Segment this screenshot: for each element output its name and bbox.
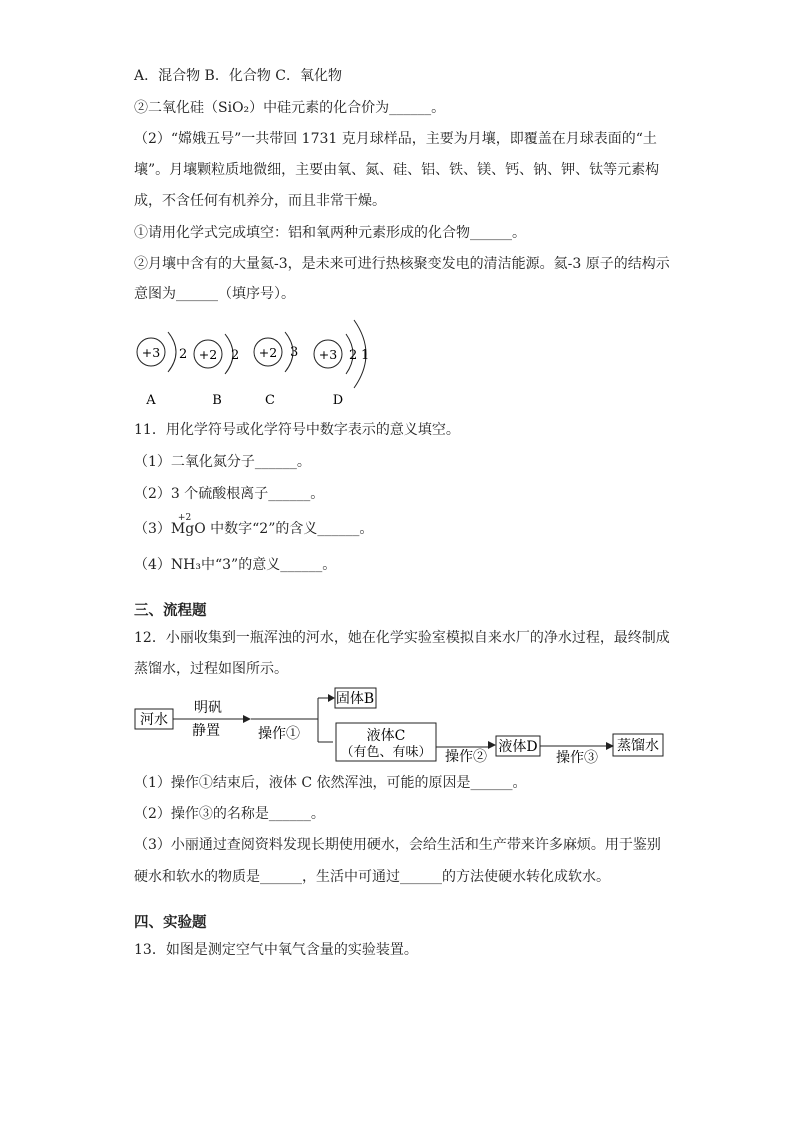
- water-purification-flowchart: [130, 686, 670, 772]
- question-line: ②二氧化硅（SiO₂）中硅元素的化合价为______。: [134, 100, 446, 116]
- nucleus-charge: +2: [198, 347, 218, 362]
- section-heading-flow: 三、流程题: [134, 602, 207, 619]
- liquid-c-box: 液体C: [366, 728, 406, 744]
- question-line: 成，不含任何有机养分，而且非常干燥。: [134, 193, 386, 209]
- question-line: 意图为______（填序号）。: [134, 286, 295, 302]
- question-line: （1）操作①结束后，液体 C 依然浑浊，可能的原因是______。: [134, 775, 527, 791]
- question-12-stem: 蒸馏水，过程如图所示。: [134, 661, 288, 677]
- atom-diagram-a: [137, 332, 187, 408]
- shell-electrons: 2: [231, 348, 240, 363]
- shell-electrons: 1: [361, 348, 370, 363]
- river-water-box: 河水: [140, 712, 168, 728]
- question-13-stem: 13．如图是测定空气中氧气含量的实验装置。: [134, 942, 418, 958]
- atom-structure-diagrams: [128, 314, 388, 410]
- shell-electrons: 2: [179, 347, 188, 362]
- mgo-formula-with-valence: [170, 513, 206, 539]
- valence-superscript: +2: [177, 513, 192, 523]
- question-line: （3）小丽通过查阅资料发现长期使用硬水，会给生活和生产带来许多麻烦。用于鉴别: [134, 837, 661, 853]
- shell-electrons: 2: [349, 348, 358, 363]
- operation-3-label: 操作③: [556, 750, 598, 766]
- question-line: 硬水和软水的物质是______，生活中可通过______的方法使硬水转化成软水。: [134, 869, 610, 885]
- nucleus-charge: +2: [258, 345, 278, 360]
- question-line: （4）NH₃中“3”的意义______。: [134, 557, 337, 573]
- liquid-d-box: 液体D: [498, 739, 538, 755]
- liquid-c-note: （有色、有味）: [340, 745, 432, 760]
- question-line: （2）操作③的名称是______。: [134, 806, 325, 822]
- question-line: [134, 513, 374, 539]
- settle-label: 静置: [192, 723, 220, 739]
- operation-2-label: 操作②: [445, 749, 487, 765]
- question-line: （2）“嫦娥五号”一共带回 1731 克月球样品，主要为月壤，即覆盖在月球表面的“土: [134, 131, 657, 147]
- question-12-stem: 12．小丽收集到一瓶浑浊的河水，她在化学实验室模拟自来水厂的净水过程，最终制成: [134, 630, 670, 646]
- shell-electrons: 3: [290, 345, 299, 360]
- question-11-stem: 11．用化学符号或化学符号中数字表示的意义填空。: [134, 422, 460, 438]
- option-label: B: [212, 393, 222, 408]
- distilled-water-box: 蒸馏水: [617, 738, 659, 754]
- formula: MgO: [170, 521, 206, 537]
- operation-1-label: 操作①: [258, 726, 300, 742]
- question-text: 中数字“2”的含义______。: [205, 521, 374, 537]
- option-label: D: [332, 393, 344, 408]
- option-label: C: [265, 393, 275, 408]
- nucleus-charge: +3: [318, 347, 338, 362]
- question-line: （1）二氧化氮分子______。: [134, 454, 311, 470]
- alum-label: 明矾: [194, 700, 222, 716]
- question-line: 壤”。月壤颗粒质地微细，主要由氧、氮、硅、铝、铁、镁、钙、钠、钾、钛等元素构: [134, 162, 660, 178]
- option-label: A: [146, 393, 156, 408]
- question-line: ②月壤中含有的大量氦-3，是未来可进行热核聚变发电的清洁能源。氦-3 原子的结构示: [134, 256, 670, 272]
- atom-diagram-d: [314, 320, 369, 408]
- question-line: （2）3 个硫酸根离子______。: [134, 486, 325, 502]
- atom-diagram-b: [194, 334, 239, 408]
- nucleus-charge: +3: [141, 345, 161, 360]
- section-heading-experiment: 四、实验题: [134, 914, 207, 931]
- solid-b-box: 固体B: [335, 691, 375, 707]
- atom-diagram-c: [254, 332, 298, 408]
- item-number: （3）: [134, 521, 171, 537]
- question-line: ①请用化学式完成填空：铝和氧两种元素形成的化合物______。: [134, 225, 526, 241]
- option-line: A．混合物 B．化合物 C．氧化物: [134, 68, 343, 84]
